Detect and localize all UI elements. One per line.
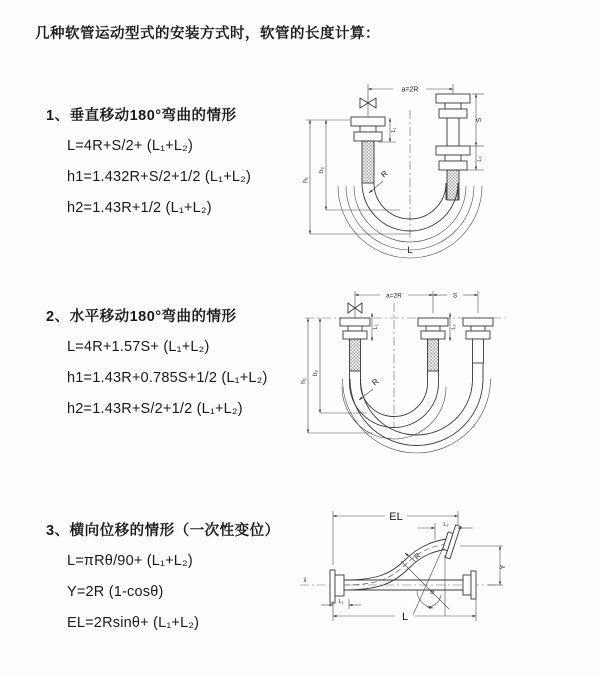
formula-line: h1=1.432R+S/2+1/2 (L₁+L₂) (67, 169, 252, 185)
dim-label-a2r: a=2R (401, 86, 419, 94)
radius-leader (359, 377, 381, 400)
dimension-s (472, 94, 484, 146)
dimension-l (333, 599, 476, 623)
dimension-l1 (321, 599, 361, 609)
middle-hose-fitting (418, 318, 448, 371)
top-right-flange (440, 523, 460, 558)
right-hose-fitting-upper (436, 94, 470, 146)
dimension-l1 (372, 313, 379, 341)
section-3 (46, 519, 316, 644)
radius-leader (405, 551, 423, 562)
dim-label-l1: L₁ (338, 599, 344, 605)
section-2 (46, 305, 316, 430)
section-2-heading: 2、水平移动180°弯曲的情形 (46, 309, 237, 325)
angle-construction (401, 543, 449, 616)
dim-label-h2: h₂ (312, 369, 319, 377)
right-hose-fitting-moved (463, 318, 493, 363)
section-1 (46, 104, 306, 229)
dim-label-h2: h₂ (318, 166, 325, 174)
dim-label-l: L (401, 611, 409, 623)
dim-label-el: EL (389, 511, 403, 523)
dim-label-l1: L₁ (373, 324, 379, 330)
dim-label-l1: L₁ (391, 127, 397, 133)
angle-label-theta: θ (430, 589, 434, 596)
dim-label-r: R (412, 550, 423, 562)
dim-label-h1: h₁ (300, 378, 307, 384)
formula-line: L=πRθ/90+ (L₁+L₂) (67, 553, 193, 569)
formula-line: L=4R+1.57S+ (L₁+L₂) (67, 339, 210, 355)
formula-line: L=4R+S/2+ (L₁+L₂) (67, 138, 193, 154)
hose-s-curve (344, 539, 448, 590)
left-hose-fitting (340, 318, 370, 371)
dim-label-l2: L₂ (443, 522, 449, 528)
dim-label-l2: L₂ (451, 324, 457, 330)
dimension-el (333, 511, 458, 565)
dim-label-r: R (370, 376, 381, 388)
formula-line: h1=1.43R+0.785S+1/2 (L₁+L₂) (67, 370, 268, 386)
hose-u-bends (342, 363, 491, 453)
datum-x-mark: x̄ (303, 578, 307, 584)
dim-label-a2r: a=2R (386, 292, 402, 300)
section-3-heading: 3、横向位移的情形（一次性变位） (46, 523, 280, 539)
dim-label-s: S (476, 117, 483, 123)
page-title: 几种软管运动型式的安装方式时，软管的长度计算： (35, 26, 380, 42)
formula-line: Y=2R (1-cosθ) (67, 584, 164, 600)
dim-label-h1: h₁ (302, 177, 309, 183)
dim-label-l2: L₂ (477, 156, 483, 162)
formula-line: h2=1.43R+1/2 (L₁+L₂) (67, 200, 212, 216)
formula-line: h2=1.43R+S/2+1/2 (L₁+L₂) (67, 401, 243, 417)
diagram-horizontal-180-bend (300, 283, 590, 455)
right-hose-fitting-lower (436, 146, 470, 200)
diagram-vertical-180-bend (300, 72, 590, 260)
dim-label-s: S (452, 292, 458, 300)
dimension-l2 (450, 313, 457, 341)
dimension-s (433, 293, 478, 300)
section-1-heading: 1、垂直移动180°弯曲的情形 (46, 108, 237, 124)
valve-icon (360, 96, 376, 117)
formula-line: EL=2Rsinθ+ (L₁+L₂) (67, 615, 200, 631)
dim-label-r: R (379, 168, 390, 180)
dimension-a2r (355, 291, 478, 313)
dimension-l2 (417, 522, 473, 540)
dim-label-l: L (407, 245, 413, 256)
diagram-lateral-displacement (295, 495, 595, 645)
dim-label-y: Y (500, 564, 507, 570)
